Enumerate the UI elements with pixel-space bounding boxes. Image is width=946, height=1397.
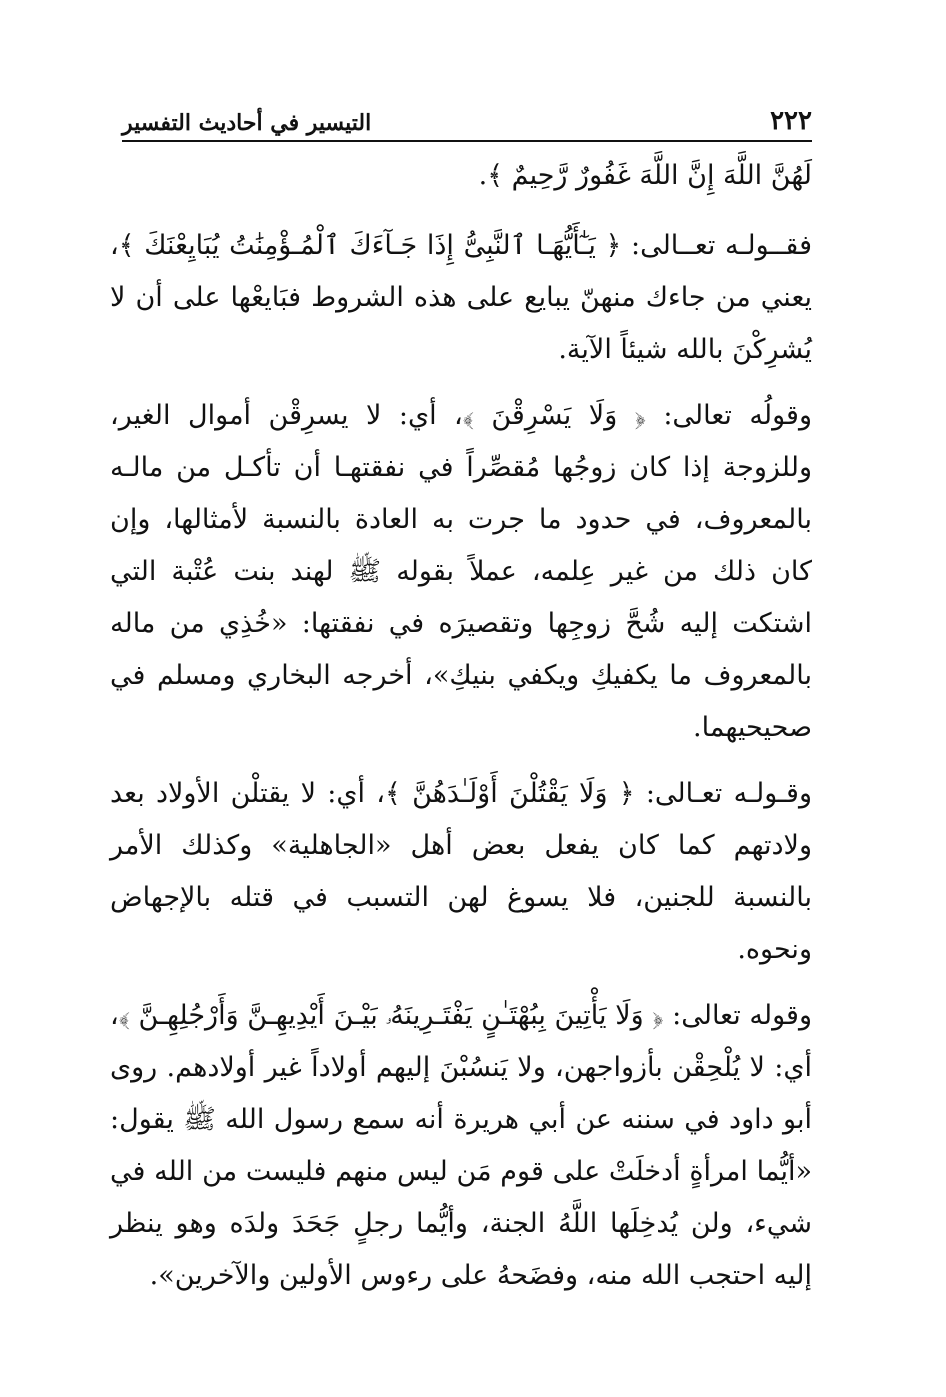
paragraph-slander: وقوله تعالى: ﴿ وَلَا يَأْتِينَ بِبُهْتَـٰنٍ يَفْتَـرِينَهُۥ بَيْـنَ أَيْدِيهِـنَّ وَأَرْجُلِهِـنَّ ﴾، أي: لا يُلْحِقْن بأزواجهن، ولا يَنسُبْنَ إليهم أولاداً غير أولادهم. روى أبو داود في سننه عن أبي هريرة أنه سمع رسول الله ﷺ يقول: «أيُّما امرأةٍ أدخلَتْ على قوم مَن ليس منهم فليست من الله في شيء، ولن يُدخِلَها اللَّهُ الجنة، وأيُّما رجلٍ جَحَدَ ولدَه وهو ينظر إليه احتجب الله منه، وفضَحهُ على رءوس الأولين والآخرين». (110, 1000, 812, 1291)
paragraph-verse-continuation: لَهُنَّ اللَّهَ إِنَّ اللَّهَ غَفُورٌ رَّحِيمٌ ﴾. (478, 160, 812, 191)
paragraph-bayah: فقــولـه تعــالى: ﴿ يَـٰٓأَيُّهَـا ٱلنَّبِىُّ إِذَا جَـآءَكَ ٱلْمُـؤْمِنَٰتُ يُبَايِعْنَكَ ﴾، يعني من جاءك منهنّ يبايع على هذه الشروط فبَايعْها على أن لا يُشرِكْنَ بالله شيئاً الآية. (110, 230, 812, 365)
book-title: التيسير في أحاديث التفسير (122, 110, 372, 136)
running-header (122, 96, 812, 142)
page-number: ٢٢٢ (770, 106, 812, 136)
paragraph-killing: وقـولـه تعـالى: ﴿ وَلَا يَقْتُلْنَ أَوْلَـٰدَهُنَّ ﴾، أي: لا يقتلْن الأولاد بعد ولادتهم كما كان يفعل بعض أهل «الجاهلية» وكذلك الأمر بالنسبة للجنين، فلا يسوغ لهن التسبب في قتله بالإجهاض ونحوه. (110, 778, 812, 965)
paragraph-theft: وقولُه تعالى: ﴿ وَلَا يَسْرِقْنَ ﴾، أي: لا يسرِقْن أموال الغير، وللزوجة إذا كان زوجُها مُقصِّراً في نفقتهـا أن تأكـل من مالـه بالمعروف، في حدود ما جرت به العادة بالنسبة لأمثالها، وإن كان ذلك من غير عِلمه، عملاً بقوله ﷺ لهند بنت عُتْبة التي اشتكت إليه شُحَّ زوجِها وتقصيرَه في نفقتها: «خُذِي من ماله بالمعروف ما يكفيكِ ويكفي بنيكِ»، أخرجه البخاري ومسلم في صحيحيهما. (110, 400, 812, 743)
body-text (110, 150, 812, 1302)
